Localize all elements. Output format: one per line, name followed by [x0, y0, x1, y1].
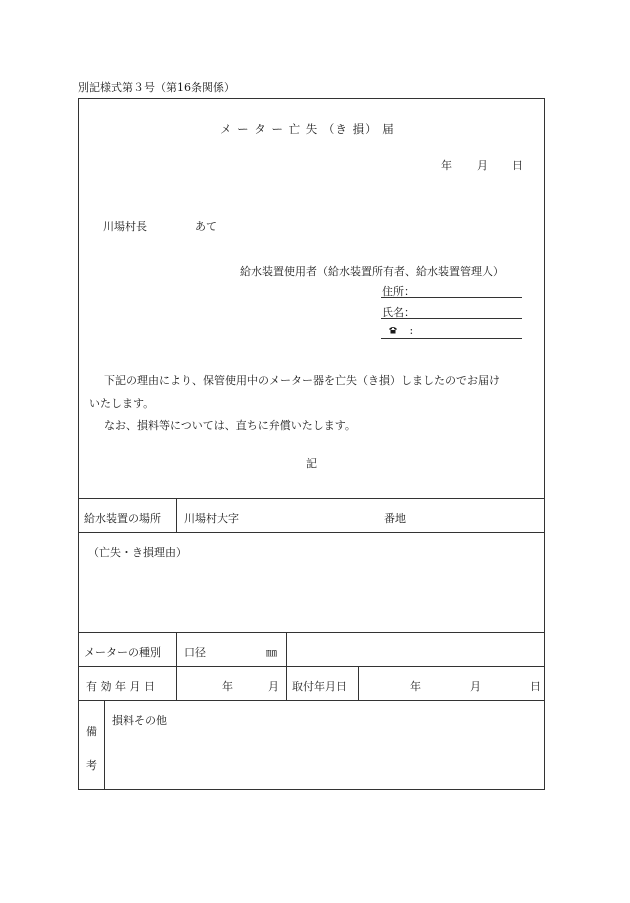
table-divider [176, 498, 177, 532]
date-month[interactable]: 月 [477, 159, 488, 172]
table-divider [104, 700, 105, 790]
address-label: 住所： [382, 285, 415, 298]
address-field[interactable] [381, 297, 522, 298]
phone-label: : [409, 324, 414, 337]
install-label: 取付年月日 [292, 680, 347, 693]
ki-label: 記 [306, 457, 317, 470]
location-banchi[interactable]: 番地 [384, 512, 406, 525]
table-divider [176, 632, 177, 700]
remarks-text[interactable]: 損料その他 [112, 714, 167, 727]
reason-field[interactable] [84, 560, 539, 626]
table-divider [358, 666, 359, 700]
addressee-suffix: あて [195, 220, 217, 233]
phone-field[interactable] [381, 338, 522, 339]
valid-label: 有 効 年 月 日 [86, 680, 155, 693]
form-number: 別記様式第３号（第16条関係） [78, 81, 235, 94]
body-line-3: なお、損料等については、直ちに弁償いたします。 [104, 419, 356, 432]
phone-icon [388, 324, 398, 332]
table-rule [78, 532, 545, 533]
addressee-name: 川場村長 [103, 220, 147, 233]
remarks-label-2: 考 [86, 759, 97, 772]
body-line-2: いたします。 [89, 397, 155, 410]
install-year[interactable]: 年 [410, 680, 421, 693]
applicant-role: 給水装置使用者（給水装置所有者、給水装置管理人） [240, 265, 504, 278]
name-field[interactable] [381, 318, 522, 319]
table-rule [78, 666, 545, 667]
valid-month[interactable]: 月 [268, 680, 279, 693]
meter-type-field[interactable] [290, 636, 540, 662]
diameter-unit: ㎜ [266, 646, 277, 659]
phone-row [388, 324, 413, 337]
location-label: 給水装置の場所 [84, 512, 161, 525]
install-month[interactable]: 月 [470, 680, 481, 693]
date-day[interactable]: 日 [512, 159, 523, 172]
name-label: 氏名： [382, 306, 415, 319]
table-divider [286, 632, 287, 700]
body-line-1: 下記の理由により、保管使用中のメーター器を亡失（き損）しましたのでお届け [104, 374, 500, 387]
remarks-label-1: 備 [86, 725, 97, 738]
table-rule [78, 498, 545, 499]
valid-year[interactable]: 年 [222, 680, 233, 693]
diameter-label: 口径 [184, 646, 206, 659]
table-rule [78, 632, 545, 633]
table-rule [78, 700, 545, 701]
install-day[interactable]: 日 [530, 680, 541, 693]
form-title: メ ー タ ー 亡 失 （き 損） 届 [220, 122, 395, 136]
date-year[interactable]: 年 [441, 159, 452, 172]
reason-label: （亡失・き損理由） [88, 546, 187, 559]
location-village[interactable]: 川場村大字 [184, 512, 239, 525]
meter-type-label: メーターの種別 [84, 646, 161, 659]
